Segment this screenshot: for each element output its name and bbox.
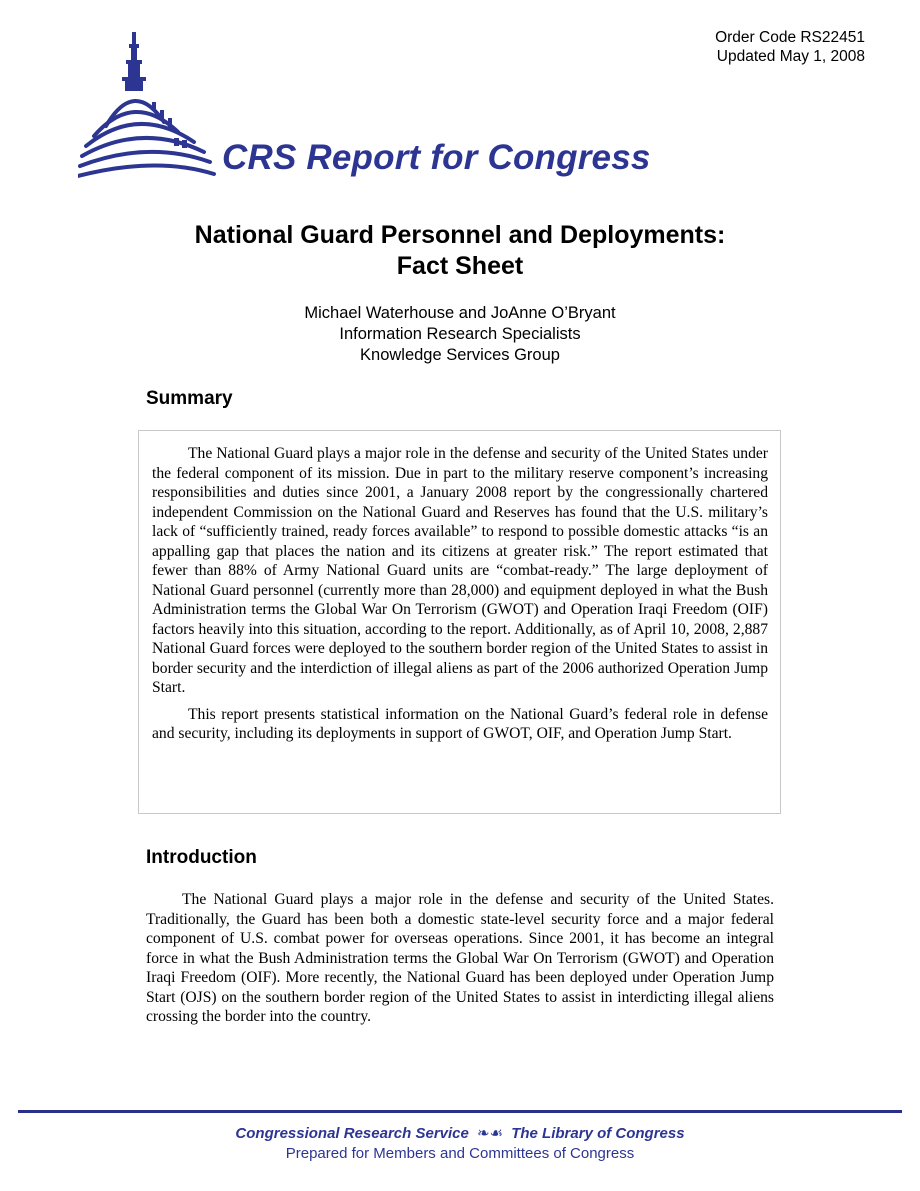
title-line-1: National Guard Personnel and Deployments: bbox=[194, 221, 726, 249]
order-code: Order Code RS22451 bbox=[715, 29, 865, 46]
introduction-heading: Introduction bbox=[146, 847, 257, 868]
report-brand-title: CRS Report for Congress bbox=[222, 138, 651, 177]
footer-publisher bbox=[0, 1124, 920, 1142]
summary-paragraph-2: This report presents statistical information on the National Guard’s federal role in defense and security, including its deployments in support of GWOT, OIF, and Operation Jump Start. bbox=[152, 705, 768, 742]
footer-divider bbox=[18, 1110, 902, 1113]
page-title bbox=[0, 220, 920, 282]
footer-library: The Library of Congress bbox=[511, 1125, 685, 1142]
capitol-dome-icon bbox=[78, 30, 218, 190]
footer-crs: Congressional Research Service bbox=[235, 1125, 469, 1142]
introduction-paragraph: The National Guard plays a major role in the defense and security of the United States. Traditionally, the Guard has been both a domestic state-level security force and a major federal component of U.S. combat power for overseas operations. Since 2001, it has become an integral force in what the Bush Administration terms the Global War On Terrorism (GWOT) and Operation Iraqi Freedom (OIF). More recently, the National Guard has been deployed under Operation Jump Start (OJS) on the southern border region of the United States to assist in interdicting illegal aliens crossing the border into the country. bbox=[146, 891, 774, 1025]
summary-heading: Summary bbox=[146, 388, 233, 409]
introduction-body bbox=[146, 890, 774, 1027]
order-code-block bbox=[715, 28, 865, 66]
author-names: Michael Waterhouse and JoAnne O’Bryant bbox=[304, 304, 616, 322]
author-block bbox=[0, 303, 920, 366]
summary-paragraph-1: The National Guard plays a major role in the defense and security of the United States under the federal component of its mission. Due in part to the military reserve component’s increasing responsibilities and duties since 2001, a January 2008 report by the congressionally chartered independent Commission on the National Guard and Reserves has found that the U.S. military’s lack of “sufficiently trained, ready forces available” to respond to possible domestic attacks “is an appalling gap that places the nation and its citizens at greater risk.” The report estimated that fewer than 88% of Army National Guard units are “combat-ready.” The large deployment of National Guard personnel (currently more than 28,000) and equipment deployed in what the Bush Administration terms the Global War On Terrorism (GWOT) and Operation Iraqi Freedom (OIF) factors heavily into this situation, according to the report. Additionally, as of April 10, 2008, 2,887 National Guard forces were deployed to the southern border region of the United States to assist in border security and the interdiction of illegal aliens as part of the 2006 authorized Operation Jump Start. bbox=[152, 445, 768, 696]
title-line-2: Fact Sheet bbox=[396, 252, 524, 280]
summary-box bbox=[138, 430, 781, 814]
footer-ornament-icon: ❧☙ bbox=[477, 1125, 504, 1142]
author-role: Information Research Specialists bbox=[339, 325, 581, 343]
author-group: Knowledge Services Group bbox=[360, 346, 560, 364]
footer-prepared-for: Prepared for Members and Committees of Congress bbox=[285, 1145, 635, 1162]
updated-date: Updated May 1, 2008 bbox=[716, 48, 865, 65]
